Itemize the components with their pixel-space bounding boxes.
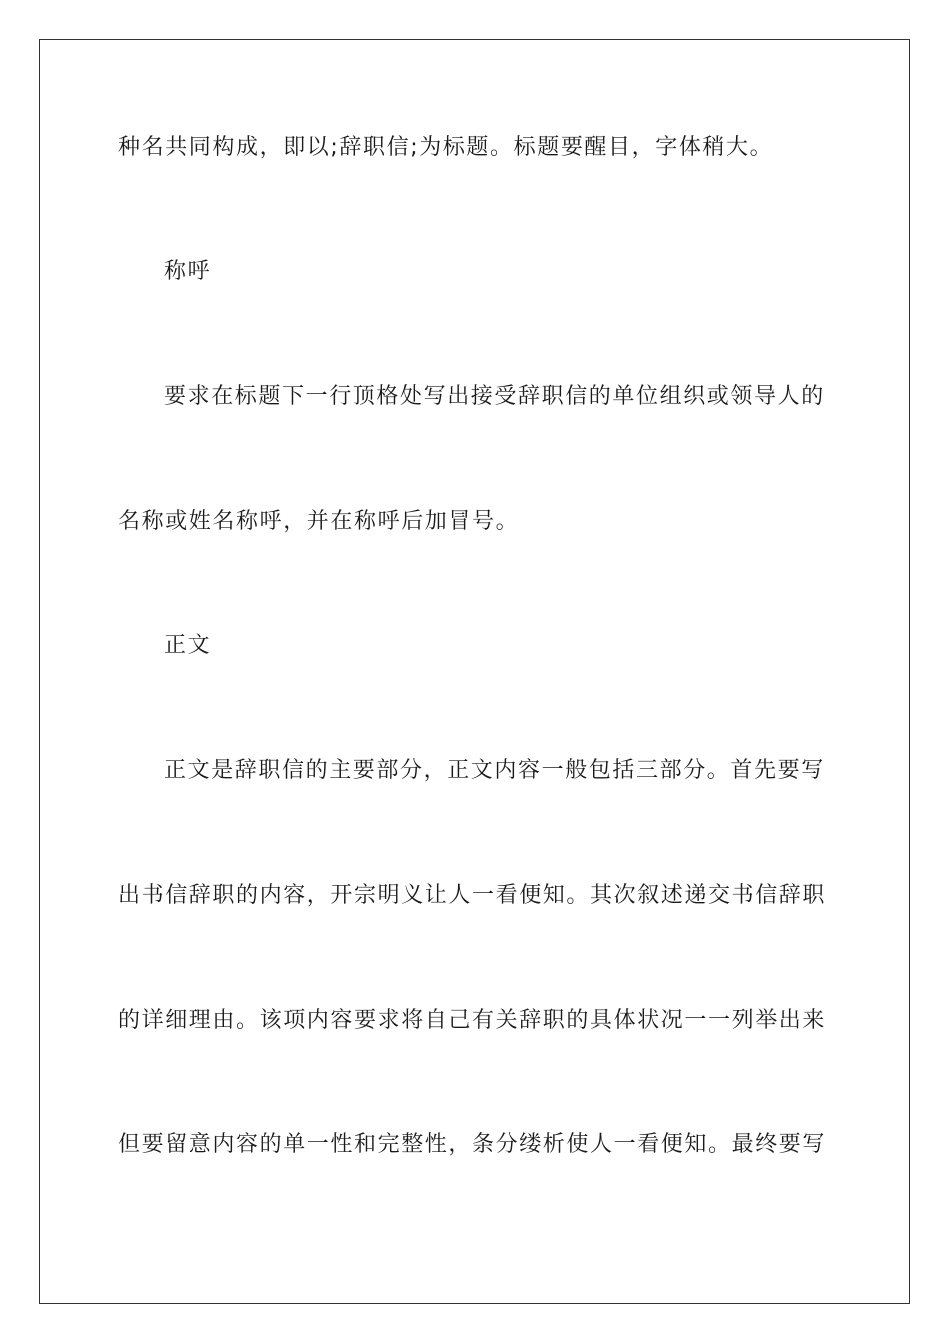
body-text-line: 的详细理由。该项内容要求将自己有关辞职的具体状况一一列举出来	[118, 1008, 827, 1033]
body-text-line: 出书信辞职的内容，开宗明义让人一看便知。其次叙述递交书信辞职	[118, 883, 827, 908]
body-text-line: 要求在标题下一行顶格处写出接受辞职信的单位组织或领导人的	[164, 384, 825, 409]
body-text-line: 名称或姓名称呼，并在称呼后加冒号。	[118, 509, 520, 534]
section-heading-salutation: 称呼	[164, 259, 212, 284]
body-text-line: 种名共同构成，即以;辞职信;为标题。标题要醒目，字体稍大。	[118, 135, 774, 160]
body-text-line: 但要留意内容的单一性和完整性，条分缕析使人一看便知。最终要写	[118, 1132, 827, 1157]
section-heading-body: 正文	[164, 633, 212, 658]
page-border	[39, 39, 910, 1304]
body-text-line: 正文是辞职信的主要部分，正文内容一般包括三部分。首先要写	[164, 758, 825, 783]
